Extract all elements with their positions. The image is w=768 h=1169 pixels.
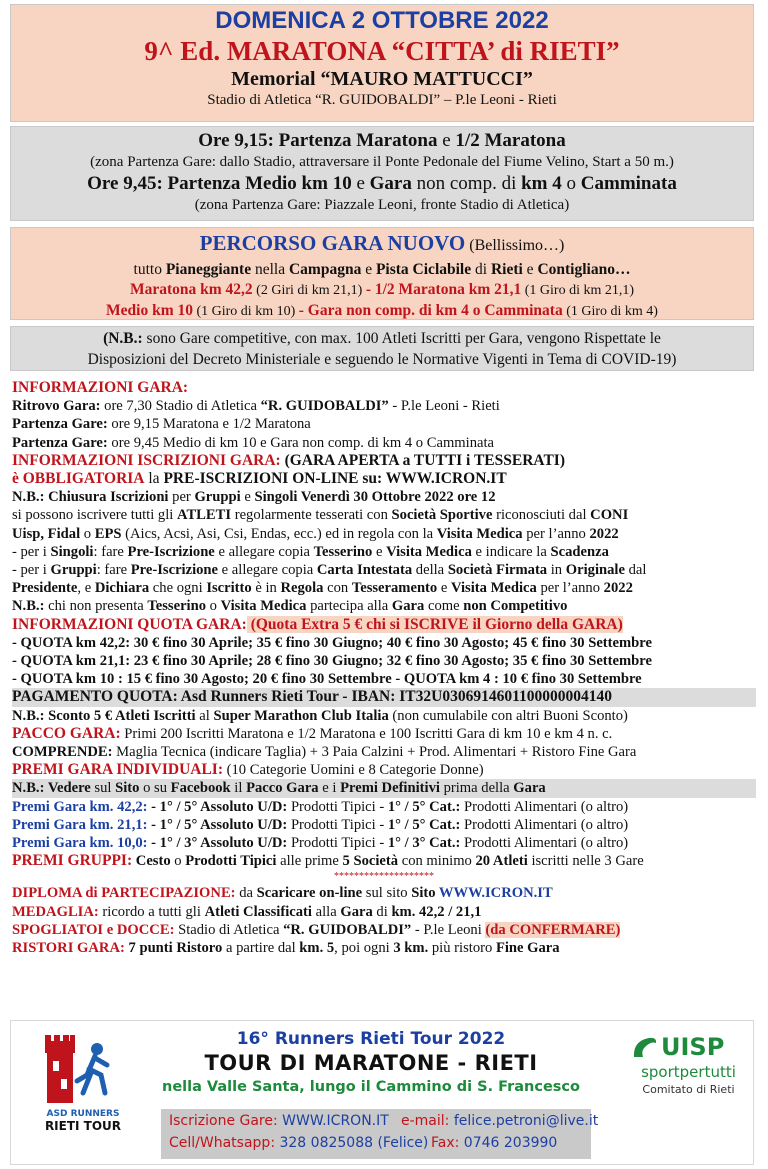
start-medio (11, 172, 753, 196)
rule-1 (12, 506, 756, 524)
premi-row (12, 761, 756, 779)
r5a: Presidente (12, 580, 78, 597)
dip-site-link[interactable]: WWW.ICRON.IT (435, 885, 553, 902)
start-times-box (10, 126, 754, 221)
pg3-label: Premi Gara km. 10,0: (12, 835, 148, 852)
footer-tour-title: TOUR DI MARATONE - RIETI (204, 1051, 538, 1075)
start-zone-2: (zona Partenza Gare: Piazzale Leoni, fronte Stadio di Atletica) (194, 197, 570, 213)
r2g: 2022 (589, 525, 619, 542)
ris-a: 7 punti Ristoro (124, 940, 223, 957)
r6a: N.B.: (12, 598, 45, 615)
r5h: con (323, 580, 352, 597)
nb1e: Singoli Venerdì 30 Ottobre 2022 ore 12 (254, 489, 496, 506)
partenza-row-2 (12, 434, 756, 452)
start-label-1c: 1/2 Maratona (455, 130, 566, 151)
spo-a: Stadio di Atletica (174, 921, 284, 938)
p1c: nella (251, 261, 289, 278)
logo-text-1: ASD RUNNERS (46, 1109, 120, 1119)
partenza-row-1 (12, 415, 756, 433)
r3e: e allegare copia (214, 543, 314, 560)
pg3c: 1° / 3° Cat.: (387, 835, 461, 852)
r6c: Tesserino (147, 598, 207, 615)
cell-label: Cell/Whatsapp: (169, 1135, 276, 1151)
gr-e: 5 Società (342, 853, 399, 870)
qd: il (468, 615, 485, 633)
r2a: Uisp, Fidal (12, 525, 81, 542)
start-zone-1: (zona Partenza Gare: dallo Stadio, attraversare il Ponte Pedonale del Fiume Velino, Start a 50 m.) (90, 154, 674, 170)
ritrovo-stadium: “R. GUIDOBALDI” (260, 398, 389, 415)
nb1a: N.B.: Chiusura Iscrizioni (12, 489, 169, 506)
cell-value: 328 0825088 (Felice) (275, 1135, 429, 1151)
r1e: riconosciuti dal (492, 507, 591, 524)
dip-b: Scaricare on-line (256, 885, 363, 902)
start-label-1b: e (437, 130, 456, 151)
r6h: come (424, 598, 464, 615)
uisp-comitato: Comitato di Rieti (642, 1083, 735, 1096)
percorso-l1 (11, 260, 753, 280)
p1e: e (361, 261, 376, 278)
dip-label: DIPLOMA di PARTECIPAZIONE: (12, 885, 236, 902)
ris-d: , poi ogni (334, 940, 394, 957)
nb1b: per (168, 489, 195, 506)
qb: (Quota Extra 5 € chi si (246, 615, 404, 633)
r4i: in (547, 562, 566, 579)
med-d: Gara (340, 903, 373, 920)
r4k: dal (624, 562, 647, 579)
premi-label: PREMI GARA INDIVIDUALI: (12, 761, 223, 779)
mail-link[interactable]: felice.petroni@live.it (449, 1113, 599, 1129)
sconto-row (12, 707, 756, 725)
sc-c: Super Marathon Club Italia (213, 707, 389, 724)
med-a: ricordo a tutti gli (98, 903, 205, 920)
pg1b: Prodotti Tipici - (287, 798, 388, 815)
percorso-l3 (11, 301, 753, 322)
partenza-value-1: ore 9,15 Maratona e 1/2 Maratona (107, 416, 311, 433)
ris-c: km. 5 (299, 940, 335, 957)
memorial: Memorial “MAURO MATTUCCI” (231, 68, 533, 90)
s3e: km 4 (521, 173, 562, 194)
gr-c: Prodotti Tipici (185, 853, 277, 870)
fax-label: Fax: (431, 1135, 460, 1151)
med-c: alla (311, 903, 341, 920)
pg1a: - 1° / 5° Assoluto U/D: (147, 798, 288, 815)
rule-3 (12, 543, 756, 561)
percorso-note: (Bellissimo…) (465, 237, 565, 254)
ristori-row (12, 939, 756, 957)
nb-bold: (N.B.: (103, 330, 143, 347)
pg2b: Prodotti Tipici - (287, 816, 388, 833)
ve: Facebook (170, 780, 231, 797)
p2d: (1 Giro di km 21,1) (521, 283, 635, 298)
start-label-1a: Partenza Maratona (278, 130, 438, 151)
percorso-title: PERCORSO GARA NUOVO (199, 231, 466, 255)
iscr-line (169, 1113, 389, 1129)
r3d: Pre-Iscrizione (127, 543, 215, 560)
r1f: CONI (590, 507, 629, 524)
header-box (10, 4, 754, 122)
pg2-label: Premi Gara km. 21,1: (12, 816, 148, 833)
r5c: Dichiara (94, 580, 150, 597)
rule-4 (12, 561, 756, 579)
event-date: DOMENICA 2 OTTOBRE 2022 (215, 7, 549, 34)
p1f: Pista Ciclabile (375, 261, 472, 278)
pacco-row (12, 725, 756, 743)
chiusura-row (12, 488, 756, 506)
p1j: Contigliano… (537, 261, 631, 278)
partenza-value-2: ore 9,45 Medio di km 10 e Gara non comp. di km 4 o Camminata (107, 434, 495, 451)
rule-6 (12, 597, 756, 615)
r5k: Visita Medica (451, 580, 537, 597)
p3d: (1 Giro di km 4) (562, 304, 658, 319)
s3c: Gara (369, 173, 412, 194)
fax-value: 0746 203990 (459, 1135, 558, 1151)
r2d: (Aics, Acsi, Asi, Csi, Endas, ecc.) ed in regola con la (121, 525, 437, 542)
premi-gruppi-row (12, 852, 756, 870)
vc: Sito (115, 780, 140, 797)
gr-h: iscritti nelle 3 Gare (527, 853, 644, 870)
r6f: partecipa alla (306, 598, 392, 615)
gr-a: Cesto (132, 853, 171, 870)
r2c: EPS (94, 525, 122, 542)
pg1c: 1° / 5° Cat.: (387, 798, 461, 815)
r1c: regolarmente tesserati con (231, 507, 392, 524)
r5f: è in (251, 580, 281, 597)
event-title: 9^ Ed. MARATONA “CITTA’ di RIETI” (144, 36, 620, 66)
logo-text-2: RIETI TOUR (44, 1119, 122, 1133)
nb1c: Gruppi (194, 489, 241, 506)
gr-d: alle prime (276, 853, 343, 870)
p3c: - Gara non comp. di km 4 o Camminata (298, 302, 563, 319)
r6d: o (206, 598, 221, 615)
iscr-heading-note: (GARA APERTA a TUTTI i TESSERATI) (280, 451, 565, 469)
r3f: Tesserino (313, 543, 373, 560)
quota-42: - QUOTA km 42,2: 30 € fino 30 Aprile; 35 € fino 30 Giugno; 40 € fino 30 Agosto; 45 € fino 30 Settembre (12, 634, 652, 651)
pagamento-iban: PAGAMENTO QUOTA: Asd Runners Rieti Tour - IBAN: IT32U0306914601100000004140 (12, 688, 756, 706)
ris-label: RISTORI GARA: (12, 940, 125, 957)
nb-line2: Disposizioni del Decreto Ministeriale e seguendo le Normative Vigenti in Tema di COVID-19) (87, 351, 677, 368)
r3h: Visita Medica (386, 543, 472, 560)
r5d: che ogni (149, 580, 207, 597)
percorso-box (10, 227, 754, 320)
r3c: : fare (93, 543, 128, 560)
contact-bar (161, 1109, 599, 1159)
vh: e i (318, 780, 341, 797)
percorso-title-line (11, 229, 753, 260)
ritrovo-value: ore 7,30 Stadio di Atletica (100, 398, 261, 415)
r6b: chi non presenta (44, 598, 148, 615)
gr-label: PREMI GRUPPI: (12, 852, 133, 870)
r3i: e indicare la (471, 543, 551, 560)
qg: GARA) (571, 615, 623, 633)
med-e: di (372, 903, 392, 920)
med-label: MEDAGLIA: (12, 903, 99, 920)
p3a: Medio km 10 (106, 302, 193, 319)
r4e: e allegare copia (218, 562, 317, 579)
p2b: (2 Giri di km 21,1) (252, 283, 366, 298)
med-f: km. 42,2 / 21,1 (391, 903, 482, 920)
partenza-label-2: Partenza Gare: (12, 434, 108, 451)
info-section (12, 379, 756, 957)
obbl-c: PRE-ISCRIZIONI ON-LINE su: WWW.ICRON.IT (163, 470, 507, 488)
ris-f: più ristoro (428, 940, 496, 957)
footer-edition: 16° Runners Rieti Tour 2022 (236, 1029, 506, 1049)
r4h: Società Firmata (447, 562, 548, 579)
quota-heading-row (12, 616, 756, 634)
vi: Premi Definitivi (340, 780, 440, 797)
r5j: e (437, 580, 451, 597)
quota-10: - QUOTA km 10 : 15 € fino 30 Agosto; 20 € fino 30 Settembre - QUOTA km 4 : 10 € fino 30 Settembre (12, 671, 642, 688)
partenza-label-1: Partenza Gare: (12, 416, 108, 433)
s3a: Partenza Medio km 10 (167, 173, 352, 194)
vg: Pacco Gara (246, 780, 319, 797)
iscr-heading: INFORMAZIONI ISCRIZIONI GARA: (12, 451, 281, 469)
r1: si possono iscrivere tutti gli (12, 507, 177, 524)
ris-g: Fine Gara (495, 940, 560, 957)
dip-c: sul sito (362, 885, 412, 902)
iscr-label: Iscrizione Gare: (169, 1113, 278, 1129)
vb: sul (90, 780, 116, 797)
covid-note-box (10, 326, 754, 371)
p1h: Rieti (490, 261, 523, 278)
p1g: di (471, 261, 491, 278)
nb-line1 (11, 328, 753, 349)
r3j: Scadenza (550, 543, 609, 560)
rule-2 (12, 525, 756, 543)
premi-42-row (12, 798, 756, 816)
stadium-address: Stadio di Atletica “R. GUIDOBALDI” – P.le Leoni - Rieti (207, 92, 557, 108)
quota-21: - QUOTA km 21,1: 23 € fino 30 Aprile; 28 € fino 30 Giugno; 32 € fino 30 Agosto; 35 € fino 30 Settembre (12, 653, 652, 670)
r4g: della (412, 562, 448, 579)
qe: Giorno (484, 615, 533, 633)
start-time-1: Ore 9,15: (198, 130, 274, 151)
mail-label: e-mail: (401, 1113, 450, 1129)
r3g: e (372, 543, 387, 560)
r5l: per l’anno (536, 580, 604, 597)
p1d: Campagna (288, 261, 362, 278)
premi-value: (10 Categorie Uomini e 8 Categorie Donne) (222, 762, 484, 779)
r3b: Singoli (50, 543, 94, 560)
obbl-a: è OBBLIGATORIA (12, 470, 145, 488)
p1a: tutto (133, 261, 166, 278)
vj: prima della (439, 780, 514, 797)
gr-f: con minimo (398, 853, 476, 870)
r6g: Gara (391, 598, 425, 615)
pg3a: - 1° / 3° Assoluto U/D: (147, 835, 288, 852)
sc-d: (non cumulabile con altri Buoni Sconto) (388, 707, 628, 724)
r4c: : fare (96, 562, 131, 579)
p1i: e (522, 261, 538, 278)
dip-a: da (235, 885, 257, 902)
gr-g: 20 Atleti (475, 853, 528, 870)
ritrovo-row (12, 397, 756, 415)
r5m: 2022 (603, 580, 633, 597)
comprende-row (12, 743, 756, 761)
va: N.B.: Vedere (12, 780, 91, 797)
premi-21-row (12, 816, 756, 834)
spo-c: - P.le Leoni (411, 921, 486, 938)
r4d: Pre-Iscrizione (130, 562, 219, 579)
r4j: Originale (565, 562, 625, 579)
ris-b: a partire dal (222, 940, 300, 957)
p2c: - 1/2 Maratona km 21,1 (365, 281, 522, 298)
r4f: Carta Intestata (316, 562, 413, 579)
pg3b: Prodotti Tipici - (287, 835, 388, 852)
uisp-wordmark: UISP (661, 1033, 725, 1061)
pg1d: Prodotti Alimentari (o altro) (460, 798, 629, 815)
vd: o su (139, 780, 171, 797)
rule-5 (12, 579, 756, 597)
pacco-value: Primi 200 Iscritti Maratona e 1/2 Maratona e 100 Iscritti Gara di km 10 e km 4 n. c. (120, 725, 613, 742)
iscrizioni-heading (12, 452, 756, 470)
footer-banner (10, 1020, 754, 1165)
pacco-label: PACCO GARA: (12, 724, 121, 742)
qc: ISCRIVE (403, 615, 469, 633)
quota-heading: INFORMAZIONI QUOTA GARA: (12, 615, 247, 633)
r2b: o (80, 525, 95, 542)
r2f: per l’anno (522, 525, 590, 542)
spogliatoi-row (12, 921, 756, 939)
sc-a: N.B.: Sconto 5 € Atleti Iscritti (12, 707, 196, 724)
info-heading: INFORMAZIONI GARA: (12, 379, 189, 396)
vk: Gara (513, 780, 546, 797)
dip-d: Sito (411, 885, 436, 902)
ris-e: 3 km. (393, 940, 429, 957)
r2e: Visita Medica (436, 525, 523, 542)
mail-line (401, 1113, 598, 1129)
r4a: - per i (12, 562, 51, 579)
footer-valle: nella Valle Santa, lungo il Cammino di S. Francesco (162, 1079, 580, 1095)
gr-b: o (170, 853, 186, 870)
cell-line (169, 1135, 428, 1151)
r1d: Società Sportive (391, 507, 493, 524)
pg3d: Prodotti Alimentari (o altro) (460, 835, 629, 852)
s3d: non comp. di (411, 173, 522, 194)
s3f: o (561, 173, 581, 194)
obbligatoria-row (12, 470, 756, 488)
r5e: Iscritto (206, 580, 252, 597)
iscr-link[interactable]: WWW.ICRON.IT (277, 1113, 389, 1129)
sc-b: al (195, 707, 214, 724)
vedere-row (12, 779, 756, 797)
percorso-l2 (11, 280, 753, 301)
p3b: (1 Giro di km 10) (192, 304, 299, 319)
uisp-logo (631, 1033, 746, 1103)
pg1-label: Premi Gara km. 42,2: (12, 798, 148, 815)
pg2c: 1° / 5° Cat.: (387, 816, 461, 833)
comprende-label: COMPRENDE: (12, 744, 113, 761)
obbl-b: la (144, 470, 164, 488)
fax-line (431, 1135, 557, 1151)
pg2d: Prodotti Alimentari (o altro) (460, 816, 629, 833)
diploma-row (12, 884, 756, 902)
s3g: Camminata (580, 173, 677, 194)
ritrovo-end: - P.le Leoni - Rieti (388, 398, 500, 415)
comprende-value: Maglia Tecnica (indicare Taglia) + 3 Paia Calzini + Prod. Alimentari + Ristoro Fine Gara (112, 744, 637, 761)
pg2a: - 1° / 5° Assoluto U/D: (147, 816, 288, 833)
tower-runner-icon (39, 1029, 129, 1109)
r5b: , e (77, 580, 95, 597)
stars-divider: ******************** (334, 871, 434, 883)
p2a: Maratona km 42,2 (129, 281, 253, 298)
r5i: Tesseramento (351, 580, 438, 597)
start-marathon (11, 129, 753, 153)
med-b: Atleti Classificati (204, 903, 312, 920)
start-time-2: Ore 9,45: (87, 173, 163, 194)
spo-label: SPOGLIATOI e DOCCE: (12, 921, 175, 938)
r4b: Gruppi (50, 562, 97, 579)
r1b: ATLETI (176, 507, 232, 524)
premi-10-row (12, 834, 756, 852)
spo-d: (da CONFERMARE) (485, 921, 621, 938)
nb-text1: sono Gare competitive, con max. 100 Atleti Iscritti per Gara, vengono Rispettate le (142, 330, 661, 347)
uisp-leaf-icon (631, 1035, 659, 1061)
s3b: e (351, 173, 370, 194)
runners-rieti-logo (39, 1029, 129, 1109)
r5g: Regola (280, 580, 324, 597)
ritrovo-label: Ritrovo Gara: (12, 398, 101, 415)
nb1d: e (240, 489, 255, 506)
p1b: Pianeggiante (165, 261, 252, 278)
medaglia-row (12, 903, 756, 921)
spo-b: “R. GUIDOBALDI” (283, 921, 412, 938)
uisp-sub: sportpertutti (641, 1063, 736, 1081)
r3a: - per i (12, 543, 51, 560)
r6i: non Competitivo (463, 598, 568, 615)
r6e: Visita Medica (220, 598, 307, 615)
vf: il (230, 780, 247, 797)
qf: della (532, 615, 572, 633)
